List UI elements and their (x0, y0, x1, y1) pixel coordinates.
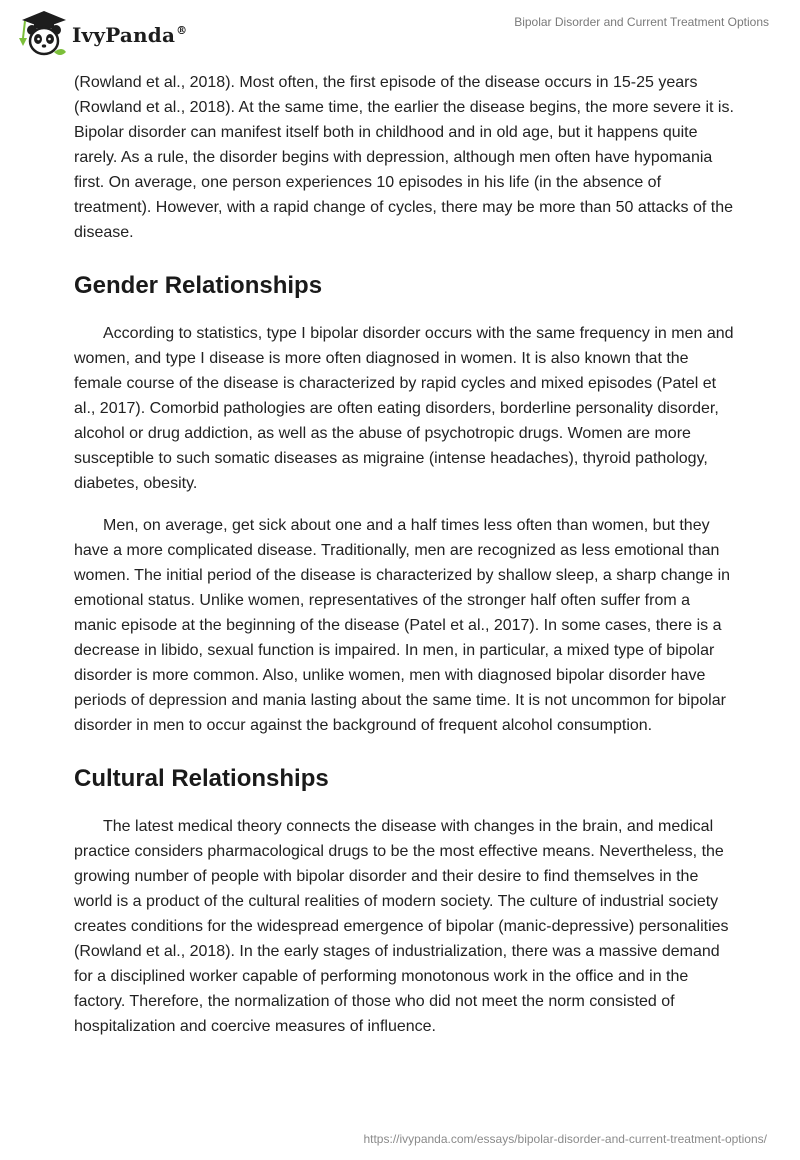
ivypanda-logo[interactable] (14, 8, 187, 58)
heading-gender-relationships: Gender Relationships (74, 272, 323, 299)
panda-graduate-icon (14, 8, 70, 58)
document-title: Bipolar Disorder and Current Treatment Options (514, 15, 769, 29)
page-header (0, 0, 800, 64)
paragraph-cultural-1: The latest medical theory connects the disease with changes in the brain, and medical practice considers pharmacological drugs to be the most effective means. Nevertheless, the growing number of people with bipolar disorder and their desire to find themselves in the world is a product of the cultural realities of modern society. The culture of industrial society creates conditions for the widespread emergence of bipolar (manic-depressive) personalities (Rowland et al., 2018). In the early stages of industrialization, there was a massive demand for a disciplined worker capable of performing monotonous work in the office and in the factory. Therefore, the normalization of those who did not meet the norm consisted of hospitalization and coercive measures of influence. (74, 818, 729, 1035)
essay-content (74, 70, 734, 1039)
registered-mark: ® (176, 24, 188, 38)
brand-name: IvyPanda® (72, 23, 188, 47)
heading-cultural-relationships: Cultural Relationships (74, 765, 329, 792)
paragraph-gender-2: Men, on average, get sick about one and a half times less often than women, but they have a more complicated disease. Traditionally, men are recognized as less emotional than women. The initial period of the disease is characterized by shallow sleep, a sharp change in emotional status. Unlike women, representatives of the stronger half often suffer from a manic episode at the beginning of the disease (Patel et al., 2017). In some cases, there is a decrease in libido, sexual function is impaired. In men, in particular, a mixed type of bipolar disorder is more common. Also, unlike women, men with diagnosed bipolar disorder have periods of depression and mania lasting about the same time. It is not uncommon for bipolar disorder in men to occur against the background of frequent alcohol consumption. (74, 517, 731, 734)
paragraph-intro: (Rowland et al., 2018). Most often, the first episode of the disease occurs in 15-25 years (Rowland et al., 2018). At the same time, the earlier the disease begins, the more severe it is. Bipolar disorder can manifest itself both in childhood and in old age, but it happens quite rarely. As a rule, the disorder begins with depression, although men often have hypomania first. On average, one person experiences 10 episodes in his life (in the absence of treatment). However, with a rapid change of cycles, there may be more than 50 attacks of the disease. (74, 74, 734, 241)
paragraph-gender-1: According to statistics, type I bipolar disorder occurs with the same frequency in men and women, and type I disease is more often diagnosed in women. It is also known that the female course of the disease is characterized by rapid cycles and mixed episodes (Patel et al., 2017). Comorbid pathologies are often eating disorders, borderline personality disorder, alcohol or drug addiction, as well as the abuse of psychotropic drugs. Women are more susceptible to such somatic diseases as migraine (intense headaches), thyroid pathology, diabetes, obesity. (74, 325, 734, 492)
source-url[interactable]: https://ivypanda.com/essays/bipolar-disorder-and-current-treatment-options/ (363, 1132, 767, 1146)
